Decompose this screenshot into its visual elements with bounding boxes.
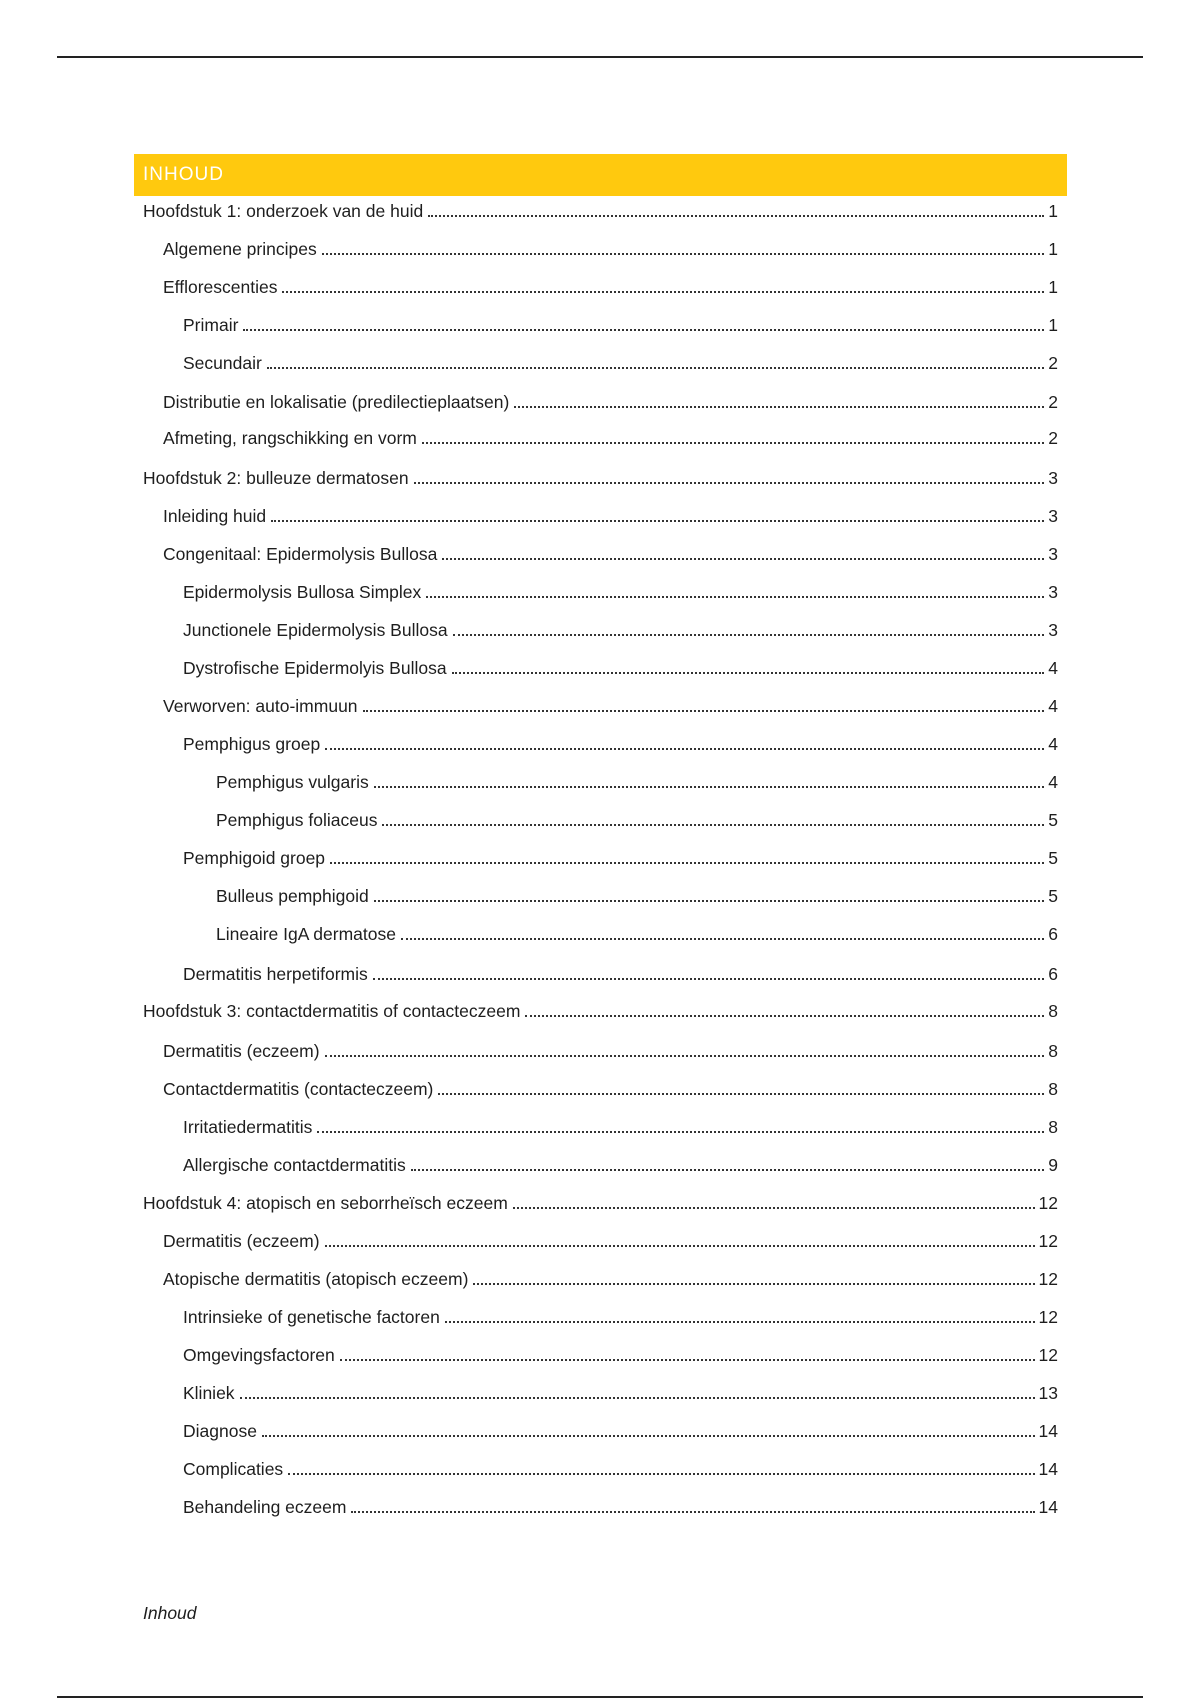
toc-entry-title: Lineaire IgA dermatose — [216, 924, 396, 944]
toc-entry-title: Diagnose — [183, 1421, 257, 1441]
toc-entry[interactable] — [143, 999, 1058, 1023]
toc-dot-leader — [363, 710, 1045, 712]
toc-dot-leader — [426, 596, 1044, 598]
toc-entry-page-number: 14 — [1038, 1459, 1058, 1479]
toc-dot-leader — [262, 1435, 1035, 1437]
toc-heading: INHOUD — [143, 164, 224, 185]
toc-entry[interactable] — [216, 808, 1058, 832]
toc-entry[interactable] — [163, 1267, 1058, 1291]
toc-entry-page-number: 3 — [1048, 582, 1058, 602]
toc-entry-page-number: 4 — [1048, 696, 1058, 716]
toc-dot-leader — [243, 329, 1044, 331]
toc-entry-title: Epidermolysis Bullosa Simplex — [183, 582, 422, 602]
toc-entry-title: Congenitaal: Epidermolysis Bullosa — [163, 544, 438, 564]
toc-entry-title: Allergische contactdermatitis — [183, 1155, 406, 1175]
toc-dot-leader — [330, 862, 1044, 864]
toc-entry-title: Primair — [183, 315, 239, 335]
toc-dot-leader — [442, 558, 1044, 560]
toc-entry-title: Bulleus pemphigoid — [216, 886, 369, 906]
toc-entry-title: Complicaties — [183, 1459, 284, 1479]
toc-entry[interactable] — [183, 1419, 1058, 1443]
toc-entry-page-number: 4 — [1048, 658, 1058, 678]
toc-entry-title: Hoofdstuk 1: onderzoek van de huid — [143, 201, 424, 221]
toc-entry-page-number: 2 — [1048, 428, 1058, 448]
toc-dot-leader — [428, 215, 1044, 217]
toc-dot-leader — [514, 406, 1044, 408]
toc-dot-leader — [351, 1511, 1034, 1513]
toc-entry-title: Dystrofische Epidermolyis Bullosa — [183, 658, 447, 678]
table-of-contents — [134, 154, 1067, 1517]
toc-entry[interactable] — [216, 770, 1058, 794]
toc-entry-title: Distributie en lokalisatie (predilectieplaatsen) — [163, 392, 510, 412]
toc-entry[interactable] — [163, 1039, 1058, 1063]
toc-entry-page-number: 14 — [1038, 1497, 1058, 1517]
toc-dot-leader — [267, 367, 1044, 369]
toc-dot-leader — [240, 1397, 1035, 1399]
toc-entry-page-number: 9 — [1048, 1155, 1058, 1175]
toc-entry[interactable] — [163, 426, 1058, 450]
bottom-rule — [57, 1696, 1143, 1698]
toc-entry-page-number: 14 — [1038, 1421, 1058, 1441]
toc-heading-bar — [134, 154, 1067, 196]
toc-entry-title: Dermatitis herpetiformis — [183, 964, 368, 984]
toc-entry[interactable] — [183, 656, 1058, 680]
toc-entry[interactable] — [183, 846, 1058, 870]
toc-entry-title: Hoofdstuk 3: contactdermatitis of contacteczeem — [143, 1001, 521, 1021]
toc-entry-title: Pemphigus vulgaris — [216, 772, 369, 792]
toc-dot-leader — [317, 1131, 1044, 1133]
toc-dot-leader — [513, 1207, 1035, 1209]
toc-entry-page-number: 2 — [1048, 392, 1058, 412]
toc-entry-page-number: 5 — [1048, 810, 1058, 830]
toc-dot-leader — [374, 900, 1045, 902]
toc-entry-title: Kliniek — [183, 1383, 235, 1403]
toc-entry-title: Secundair — [183, 353, 262, 373]
toc-entry-page-number: 8 — [1048, 1041, 1058, 1061]
toc-dot-leader — [445, 1321, 1035, 1323]
toc-entry[interactable] — [163, 542, 1058, 566]
toc-entry-title: Behandeling eczeem — [183, 1497, 347, 1517]
toc-entry[interactable] — [163, 237, 1058, 261]
toc-entry-title: Pemphigoid groep — [183, 848, 326, 868]
toc-entry[interactable] — [163, 275, 1058, 299]
toc-dot-leader — [401, 938, 1044, 940]
toc-entry[interactable] — [183, 313, 1058, 337]
toc-dot-leader — [453, 634, 1045, 636]
toc-entry-page-number: 8 — [1048, 1079, 1058, 1099]
toc-entry[interactable] — [183, 732, 1058, 756]
footer-section-label: Inhoud — [143, 1603, 197, 1623]
toc-entry[interactable] — [183, 580, 1058, 604]
toc-entry-title: Junctionele Epidermolysis Bullosa — [183, 620, 448, 640]
toc-entry[interactable] — [163, 390, 1058, 414]
toc-entry-title: Hoofdstuk 2: bulleuze dermatosen — [143, 468, 409, 488]
toc-entry-title: Algemene principes — [163, 239, 317, 259]
toc-entry-page-number: 1 — [1048, 201, 1058, 221]
toc-entry-title: Inleiding huid — [163, 506, 267, 526]
toc-entry[interactable] — [216, 884, 1058, 908]
toc-entry[interactable] — [183, 1153, 1058, 1177]
toc-entry-title: Efflorescenties — [163, 277, 278, 297]
toc-dot-leader — [271, 520, 1044, 522]
toc-entry-title: Atopische dermatitis (atopisch eczeem) — [163, 1269, 469, 1289]
toc-entry[interactable] — [183, 1457, 1058, 1481]
toc-entry[interactable] — [183, 1495, 1058, 1519]
toc-entry-page-number: 3 — [1048, 506, 1058, 526]
toc-dot-leader — [340, 1359, 1035, 1361]
toc-entry-page-number: 1 — [1048, 277, 1058, 297]
toc-dot-leader — [325, 1055, 1045, 1057]
toc-dot-leader — [414, 482, 1045, 484]
toc-dot-leader — [374, 786, 1045, 788]
toc-dot-leader — [422, 442, 1044, 444]
toc-entry-page-number: 8 — [1048, 1117, 1058, 1137]
toc-entry-page-number: 4 — [1048, 734, 1058, 754]
toc-entry[interactable] — [163, 1077, 1058, 1101]
toc-entry[interactable] — [163, 1229, 1058, 1253]
toc-entry-page-number: 1 — [1048, 239, 1058, 259]
toc-entry-page-number: 5 — [1048, 886, 1058, 906]
toc-entry-page-number: 3 — [1048, 620, 1058, 640]
toc-entry-title: Pemphigus foliaceus — [216, 810, 378, 830]
toc-entry-title: Irritatiedermatitis — [183, 1117, 313, 1137]
toc-entry-page-number: 12 — [1038, 1193, 1058, 1213]
toc-entry-title: Dermatitis (eczeem) — [163, 1231, 320, 1251]
toc-entry[interactable] — [143, 466, 1058, 490]
toc-entry[interactable] — [163, 694, 1058, 718]
toc-entry[interactable] — [216, 922, 1058, 946]
top-rule — [57, 56, 1143, 58]
toc-dot-leader — [525, 1015, 1044, 1017]
toc-entry-page-number: 2 — [1048, 353, 1058, 373]
toc-entry[interactable] — [143, 1191, 1058, 1215]
toc-entry-page-number: 1 — [1048, 315, 1058, 335]
toc-dot-leader — [382, 824, 1044, 826]
toc-entry-page-number: 5 — [1048, 848, 1058, 868]
toc-dot-leader — [452, 672, 1045, 674]
toc-entry-title: Pemphigus groep — [183, 734, 321, 754]
toc-dot-leader — [322, 253, 1045, 255]
toc-entry-title: Hoofdstuk 4: atopisch en seborrheïsch eczeem — [143, 1193, 508, 1213]
toc-entry-page-number: 6 — [1048, 924, 1058, 944]
toc-entry[interactable] — [183, 1115, 1058, 1139]
toc-entry-page-number: 12 — [1038, 1269, 1058, 1289]
toc-entry-page-number: 6 — [1048, 964, 1058, 984]
toc-entry-page-number: 12 — [1038, 1307, 1058, 1327]
toc-entry-page-number: 8 — [1048, 1001, 1058, 1021]
toc-entry[interactable] — [183, 1305, 1058, 1329]
toc-dot-leader — [288, 1473, 1034, 1475]
toc-entry[interactable] — [183, 351, 1058, 375]
toc-dot-leader — [438, 1093, 1044, 1095]
toc-dot-leader — [282, 291, 1044, 293]
toc-entry[interactable] — [143, 199, 1058, 223]
toc-entry[interactable] — [183, 1343, 1058, 1367]
toc-entry-page-number: 4 — [1048, 772, 1058, 792]
toc-entry-page-number: 3 — [1048, 468, 1058, 488]
toc-entry-title: Intrinsieke of genetische factoren — [183, 1307, 440, 1327]
toc-entry-title: Afmeting, rangschikking en vorm — [163, 428, 417, 448]
toc-entry-page-number: 12 — [1038, 1345, 1058, 1365]
toc-entry-title: Dermatitis (eczeem) — [163, 1041, 320, 1061]
toc-entry[interactable] — [183, 962, 1058, 986]
toc-dot-leader — [325, 1245, 1035, 1247]
toc-entry[interactable] — [183, 618, 1058, 642]
toc-entry[interactable] — [183, 1381, 1058, 1405]
toc-entry[interactable] — [163, 504, 1058, 528]
toc-dot-leader — [373, 978, 1044, 980]
toc-dot-leader — [411, 1169, 1045, 1171]
toc-entry-title: Omgevingsfactoren — [183, 1345, 335, 1365]
toc-entry-page-number: 12 — [1038, 1231, 1058, 1251]
toc-entry-title: Verworven: auto-immuun — [163, 696, 358, 716]
toc-entry-page-number: 3 — [1048, 544, 1058, 564]
toc-dot-leader — [325, 748, 1044, 750]
toc-dot-leader — [473, 1283, 1034, 1285]
toc-entry-title: Contactdermatitis (contacteczeem) — [163, 1079, 434, 1099]
toc-entry-page-number: 13 — [1038, 1383, 1058, 1403]
